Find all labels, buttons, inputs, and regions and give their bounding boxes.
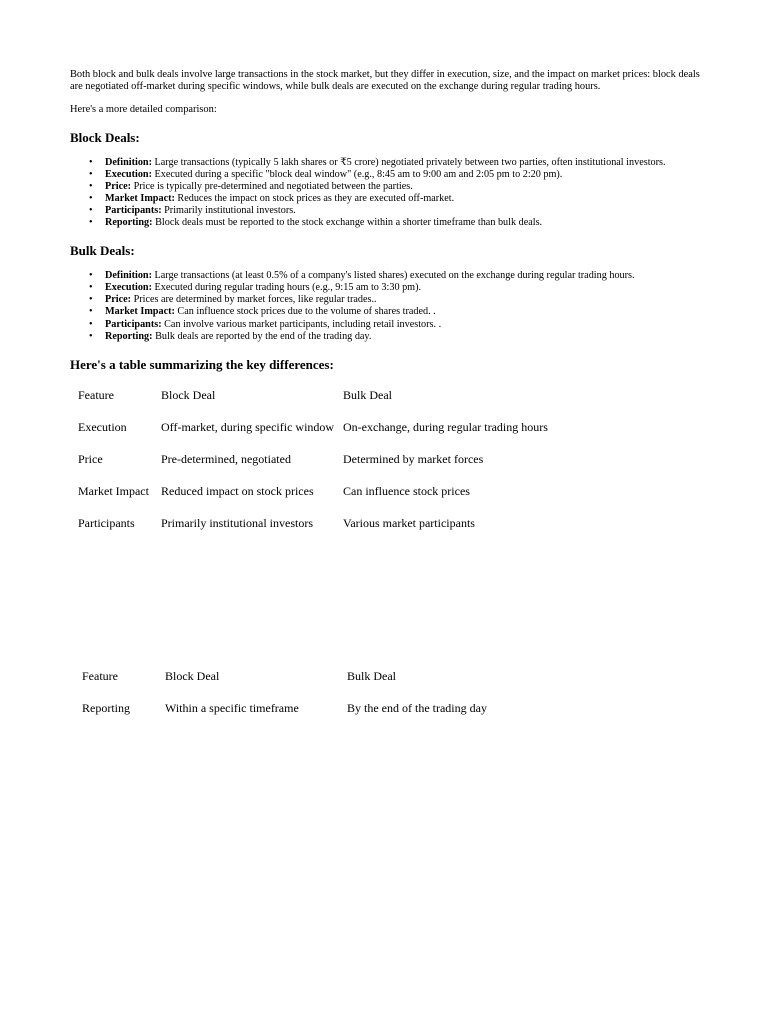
bullet-icon: •: [89, 306, 93, 318]
list-item: [89, 282, 700, 294]
comparison-lead: Here's a more detailed comparison:: [70, 104, 217, 116]
item-text: Prices are determined by market forces, like regular trades..: [131, 294, 377, 306]
list-item: [89, 318, 700, 331]
bullet-icon: •: [89, 217, 93, 229]
item-term: Participants:: [105, 204, 162, 216]
table-cell: Off-market, during specific window: [161, 419, 335, 434]
item-term: Market Impact:: [105, 306, 175, 318]
table-header-cell: Feature: [78, 387, 114, 402]
item-text: Executed during regular trading hours (e.g., 9:15 am to 3:30 pm).: [151, 282, 422, 294]
item-text: Can influence stock prices due to the volume of shares traded. .: [174, 306, 436, 318]
list-item: [89, 156, 700, 169]
table-header-cell: Bulk Deal: [347, 669, 396, 683]
item-term: Reporting:: [105, 217, 153, 229]
table-header-row: [74, 384, 567, 416]
item-term: Price:: [105, 294, 132, 306]
item-term: Execution:: [105, 168, 152, 180]
list-item: [89, 217, 700, 229]
bullet-icon: •: [89, 318, 93, 330]
block-deals-list: [70, 157, 700, 230]
bullet-icon: •: [89, 282, 93, 294]
item-text: Large transactions (at least 0.5% of a company's listed shares) executed on the exchange during regular trading hours.: [151, 270, 635, 282]
list-item: [89, 168, 700, 181]
document-page: [70, 69, 700, 544]
bulk-deals-list: [70, 270, 700, 343]
table-cell: Various market participants: [343, 515, 475, 530]
table-cell: Pre-determined, negotiated: [161, 451, 291, 466]
item-term: Reporting:: [105, 330, 153, 342]
item-term: Definition:: [105, 270, 152, 282]
table-row: [74, 448, 567, 480]
table-cell: On-exchange, during regular trading hours: [343, 419, 548, 434]
bullet-icon: •: [89, 330, 93, 342]
list-item: [89, 270, 700, 282]
list-item: [89, 294, 700, 306]
table-row: [74, 416, 567, 448]
comparison-table-continued: [78, 665, 571, 729]
table-cell: Primarily institutional investors: [161, 515, 313, 530]
item-term: Definition:: [105, 156, 152, 168]
table-cell: By the end of the trading day: [347, 701, 487, 715]
table-header-cell: Feature: [82, 669, 118, 683]
item-term: Price:: [105, 180, 132, 192]
item-text: Bulk deals are reported by the end of the trading day.: [152, 330, 372, 342]
bullet-icon: •: [89, 156, 93, 168]
table-row: [78, 697, 571, 729]
bullet-icon: •: [89, 168, 93, 180]
table-header-cell: Block Deal: [161, 387, 216, 402]
table-cell: Price: [78, 451, 103, 466]
item-text: Price is typically pre-determined and negotiated between the parties.: [131, 180, 413, 192]
table-row: [74, 480, 567, 512]
comparison-table: [74, 384, 567, 544]
list-item: [89, 192, 700, 205]
bullet-icon: •: [89, 180, 93, 192]
bullet-icon: •: [89, 192, 93, 204]
bulk-deals-heading: Bulk Deals:: [70, 243, 135, 259]
item-text: Reduces the impact on stock prices as they are executed off-market.: [174, 192, 455, 204]
item-text: Primarily institutional investors.: [161, 204, 296, 216]
item-term: Execution:: [105, 282, 152, 294]
item-text: Can involve various market participants, including retail investors. .: [161, 318, 442, 330]
intro-paragraph: Both block and bulk deals involve large transactions in the stock market, but they differ in execution, size, and the impact on market prices: block deals are negotiated off-market during specific windows, while bulk deals are executed on the exchange during regular trading hours.: [70, 69, 700, 93]
bullet-icon: •: [89, 270, 93, 282]
table-heading: Here's a table summarizing the key differences:: [70, 356, 334, 372]
item-text: Executed during a specific "block deal window" (e.g., 8:45 am to 9:00 am and 2:05 pm to 2:20 pm).: [151, 168, 563, 180]
list-item: [89, 180, 700, 193]
list-item: [89, 330, 700, 343]
table-header-cell: Block Deal: [165, 669, 220, 683]
list-item: [89, 306, 700, 318]
item-term: Market Impact:: [105, 192, 175, 204]
bullet-icon: •: [89, 294, 93, 306]
block-deals-heading: Block Deals:: [70, 129, 140, 145]
table-cell: Can influence stock prices: [343, 483, 470, 498]
table-header-cell: Bulk Deal: [343, 387, 392, 402]
table-cell: Reporting: [82, 701, 130, 715]
item-text: Block deals must be reported to the stock exchange within a shorter timeframe than bulk deals.: [152, 217, 543, 229]
item-term: Participants:: [105, 318, 162, 330]
table-cell: Within a specific timeframe: [165, 701, 299, 715]
item-text: Large transactions (typically 5 lakh shares or ₹5 crore) negotiated privately between two parties, often institutional investors.: [151, 156, 666, 168]
table-header-row: [78, 665, 571, 697]
table-cell: Execution: [78, 419, 127, 434]
bullet-icon: •: [89, 204, 93, 216]
list-item: [89, 204, 700, 217]
table-cell: Determined by market forces: [343, 451, 484, 466]
table-row: [74, 512, 567, 544]
table-cell: Participants: [78, 515, 135, 530]
table-cell: Market Impact: [78, 483, 149, 498]
table-cell: Reduced impact on stock prices: [161, 483, 314, 498]
